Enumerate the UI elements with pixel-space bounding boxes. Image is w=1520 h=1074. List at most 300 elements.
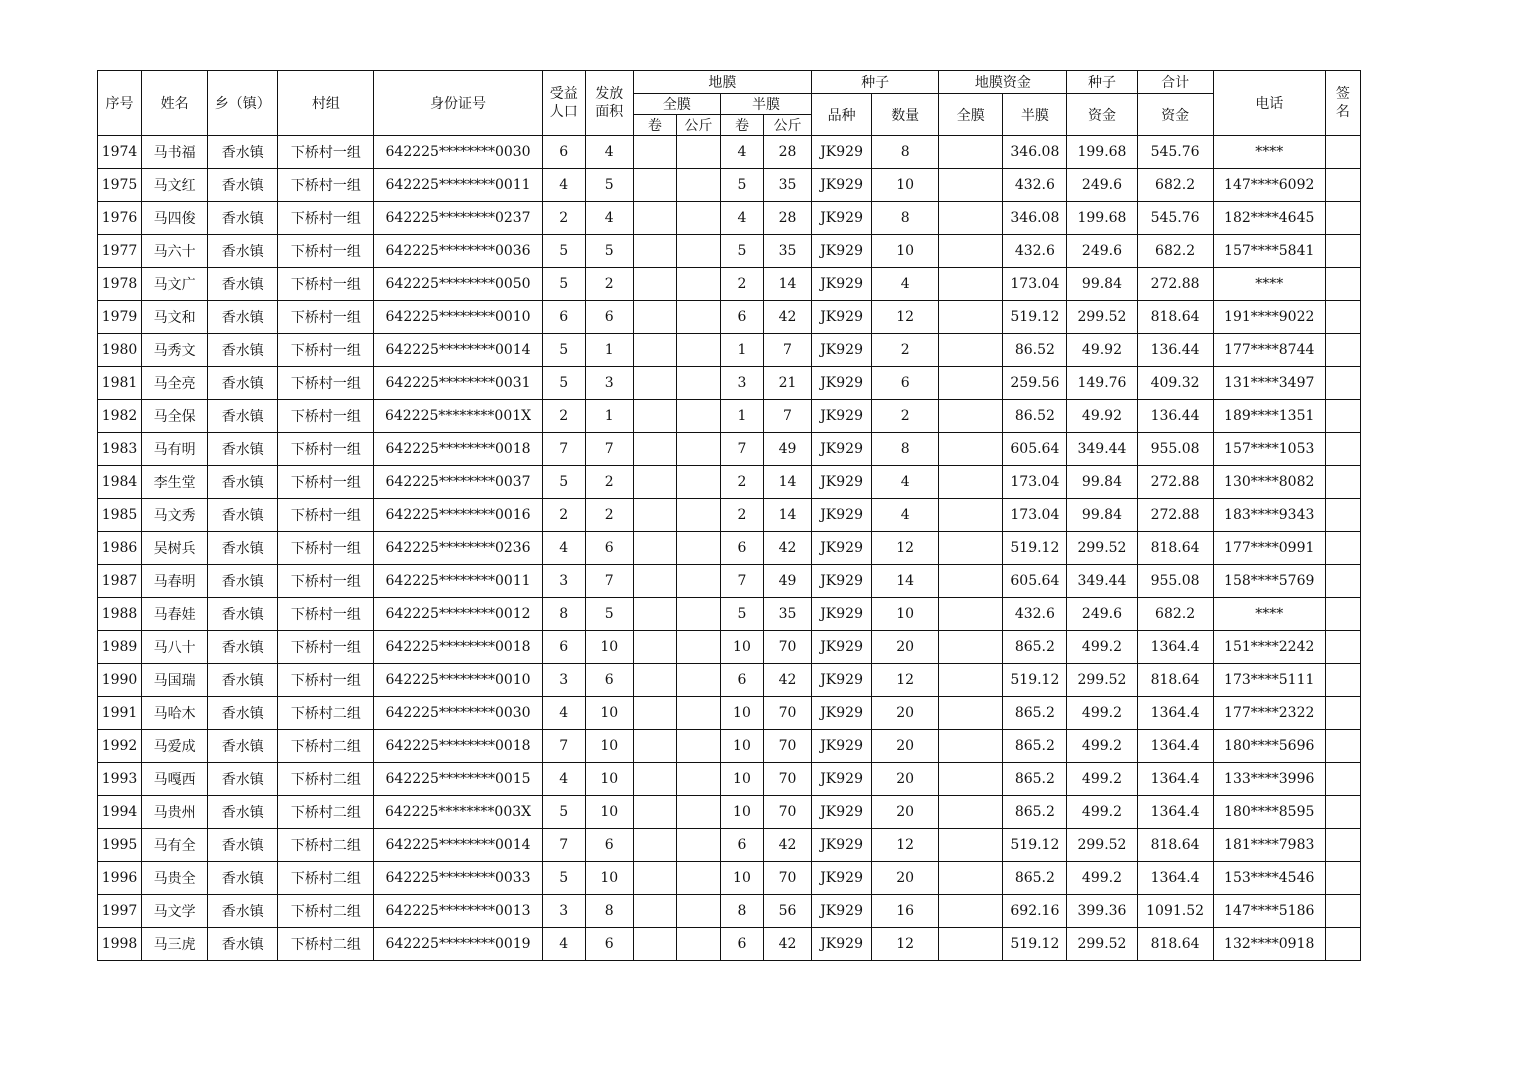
cell-qty: 2 [872,400,939,433]
header-sign-line1: 签 [1335,86,1350,102]
cell-half-roll: 4 [720,202,763,235]
cell-half-roll: 7 [720,433,763,466]
cell-pop: 4 [542,169,585,202]
cell-area: 6 [585,928,633,961]
cell-id: 642225********0014 [374,334,542,367]
cell-half-kg: 70 [763,697,811,730]
cell-variety: JK929 [812,400,872,433]
cell-name: 马有明 [142,433,208,466]
cell-fund-half: 519.12 [1003,928,1067,961]
cell-fund-full [939,169,1003,202]
cell-name: 马文学 [142,895,208,928]
cell-fund-full [939,763,1003,796]
cell-town: 香水镇 [208,466,278,499]
cell-phone: 157****5841 [1213,235,1325,268]
cell-half-roll: 10 [720,730,763,763]
cell-pop: 5 [542,268,585,301]
cell-full-roll [633,631,676,664]
cell-name: 马文和 [142,301,208,334]
cell-variety: JK929 [812,565,872,598]
table-row [98,631,1361,664]
cell-village: 下桥村一组 [278,235,374,268]
header-film: 地膜 [633,71,811,94]
cell-pop: 8 [542,598,585,631]
cell-seq: 1974 [98,136,142,169]
cell-sign [1325,136,1360,169]
cell-half-roll: 2 [720,466,763,499]
cell-variety: JK929 [812,796,872,829]
cell-seq: 1984 [98,466,142,499]
cell-full-roll [633,664,676,697]
cell-qty: 8 [872,136,939,169]
cell-qty: 6 [872,367,939,400]
cell-variety: JK929 [812,598,872,631]
cell-full-roll [633,829,676,862]
cell-id: 642225********0015 [374,763,542,796]
cell-half-kg: 42 [763,829,811,862]
table-body [98,136,1361,961]
cell-full-kg [676,730,720,763]
cell-town: 香水镇 [208,433,278,466]
header-village: 村组 [278,71,374,136]
cell-pop: 7 [542,829,585,862]
cell-pop: 3 [542,565,585,598]
cell-variety: JK929 [812,763,872,796]
cell-full-roll [633,136,676,169]
cell-village: 下桥村二组 [278,796,374,829]
cell-area: 5 [585,235,633,268]
cell-total: 818.64 [1137,664,1213,697]
cell-seed-fund: 499.2 [1067,697,1137,730]
cell-half-kg: 56 [763,895,811,928]
cell-half-roll: 6 [720,301,763,334]
cell-variety: JK929 [812,895,872,928]
cell-seed-fund: 349.44 [1067,433,1137,466]
cell-half-kg: 14 [763,268,811,301]
cell-sign [1325,433,1360,466]
cell-phone: 177****8744 [1213,334,1325,367]
cell-seq: 1998 [98,928,142,961]
cell-area: 6 [585,532,633,565]
cell-phone: 173****5111 [1213,664,1325,697]
cell-phone: 132****0918 [1213,928,1325,961]
table-row [98,334,1361,367]
cell-fund-full [939,928,1003,961]
cell-seq: 1982 [98,400,142,433]
cell-town: 香水镇 [208,598,278,631]
cell-variety: JK929 [812,367,872,400]
cell-seq: 1975 [98,169,142,202]
cell-pop: 6 [542,301,585,334]
cell-area: 2 [585,268,633,301]
table-row [98,532,1361,565]
cell-phone: 131****3497 [1213,367,1325,400]
cell-variety: JK929 [812,268,872,301]
cell-seq: 1997 [98,895,142,928]
header-area [585,71,633,136]
table-row [98,895,1361,928]
cell-full-kg [676,565,720,598]
cell-village: 下桥村一组 [278,499,374,532]
cell-full-roll [633,928,676,961]
cell-phone: 130****8082 [1213,466,1325,499]
cell-seed-fund: 199.68 [1067,202,1137,235]
cell-fund-half: 865.2 [1003,631,1067,664]
cell-area: 10 [585,697,633,730]
cell-qty: 10 [872,169,939,202]
cell-variety: JK929 [812,433,872,466]
cell-village: 下桥村一组 [278,532,374,565]
cell-phone: 189****1351 [1213,400,1325,433]
header-id: 身份证号 [374,71,542,136]
cell-name: 马秀文 [142,334,208,367]
cell-total: 955.08 [1137,433,1213,466]
cell-village: 下桥村一组 [278,433,374,466]
cell-village: 下桥村一组 [278,565,374,598]
cell-phone: **** [1213,598,1325,631]
cell-total: 409.32 [1137,367,1213,400]
cell-half-roll: 6 [720,928,763,961]
table-row [98,202,1361,235]
cell-phone: 133****3996 [1213,763,1325,796]
cell-total: 272.88 [1137,499,1213,532]
cell-seed-fund: 499.2 [1067,631,1137,664]
cell-seed-fund: 249.6 [1067,169,1137,202]
cell-area: 2 [585,466,633,499]
cell-name: 马八十 [142,631,208,664]
table-row [98,796,1361,829]
subsidy-table [97,70,1361,961]
cell-half-roll: 6 [720,532,763,565]
cell-half-kg: 14 [763,466,811,499]
cell-variety: JK929 [812,466,872,499]
cell-town: 香水镇 [208,895,278,928]
table-row [98,235,1361,268]
cell-full-kg [676,136,720,169]
cell-pop: 2 [542,499,585,532]
cell-full-roll [633,202,676,235]
cell-fund-full [939,235,1003,268]
cell-half-roll: 2 [720,499,763,532]
cell-sign [1325,400,1360,433]
cell-name: 李生堂 [142,466,208,499]
cell-half-kg: 49 [763,565,811,598]
header-fund-half: 半膜 [1003,94,1067,136]
cell-qty: 12 [872,829,939,862]
cell-id: 642225********0018 [374,631,542,664]
cell-name: 马贵州 [142,796,208,829]
cell-pop: 4 [542,697,585,730]
cell-phone: **** [1213,136,1325,169]
cell-village: 下桥村二组 [278,862,374,895]
cell-area: 3 [585,367,633,400]
cell-id: 642225********003X [374,796,542,829]
cell-name: 马全亮 [142,367,208,400]
cell-half-roll: 5 [720,598,763,631]
cell-fund-full [939,862,1003,895]
cell-pop: 5 [542,862,585,895]
cell-seed-fund: 149.76 [1067,367,1137,400]
cell-phone: 183****9343 [1213,499,1325,532]
cell-seed-fund: 499.2 [1067,796,1137,829]
header-seq: 序号 [98,71,142,136]
cell-variety: JK929 [812,664,872,697]
cell-fund-full [939,829,1003,862]
table-row [98,763,1361,796]
table-row [98,136,1361,169]
cell-fund-half: 346.08 [1003,202,1067,235]
cell-area: 6 [585,829,633,862]
cell-town: 香水镇 [208,829,278,862]
header-beneficiaries-line1: 受益 [549,86,578,102]
cell-id: 642225********0013 [374,895,542,928]
cell-seq: 1979 [98,301,142,334]
cell-variety: JK929 [812,532,872,565]
cell-half-roll: 10 [720,862,763,895]
header-fund-full: 全膜 [939,94,1003,136]
table-row [98,169,1361,202]
cell-pop: 2 [542,400,585,433]
cell-full-roll [633,367,676,400]
cell-sign [1325,367,1360,400]
cell-town: 香水镇 [208,862,278,895]
cell-full-kg [676,796,720,829]
cell-town: 香水镇 [208,532,278,565]
cell-total: 1364.4 [1137,862,1213,895]
cell-fund-full [939,532,1003,565]
cell-town: 香水镇 [208,499,278,532]
cell-village: 下桥村一组 [278,301,374,334]
cell-village: 下桥村一组 [278,268,374,301]
cell-half-kg: 70 [763,730,811,763]
cell-total: 272.88 [1137,268,1213,301]
cell-fund-full [939,697,1003,730]
cell-seq: 1977 [98,235,142,268]
cell-village: 下桥村一组 [278,334,374,367]
cell-sign [1325,796,1360,829]
cell-sign [1325,763,1360,796]
cell-id: 642225********0033 [374,862,542,895]
cell-half-kg: 7 [763,334,811,367]
cell-name: 马全保 [142,400,208,433]
cell-full-kg [676,301,720,334]
cell-fund-full [939,664,1003,697]
cell-variety: JK929 [812,730,872,763]
cell-fund-half: 86.52 [1003,400,1067,433]
cell-total: 1364.4 [1137,697,1213,730]
table-row [98,730,1361,763]
cell-variety: JK929 [812,169,872,202]
cell-qty: 4 [872,499,939,532]
cell-seq: 1981 [98,367,142,400]
cell-seed-fund: 299.52 [1067,532,1137,565]
header-full-kg: 公斤 [676,115,720,136]
cell-name: 马春明 [142,565,208,598]
cell-area: 7 [585,433,633,466]
cell-half-roll: 2 [720,268,763,301]
cell-sign [1325,928,1360,961]
cell-seq: 1994 [98,796,142,829]
header-seed-fund-top: 种子 [1067,71,1137,94]
cell-qty: 16 [872,895,939,928]
cell-full-roll [633,499,676,532]
cell-full-roll [633,466,676,499]
cell-half-kg: 35 [763,169,811,202]
cell-town: 香水镇 [208,697,278,730]
cell-town: 香水镇 [208,730,278,763]
cell-id: 642225********0236 [374,532,542,565]
cell-variety: JK929 [812,499,872,532]
cell-id: 642225********0011 [374,169,542,202]
cell-total: 1364.4 [1137,796,1213,829]
header-half-kg: 公斤 [763,115,811,136]
cell-sign [1325,334,1360,367]
cell-village: 下桥村一组 [278,664,374,697]
cell-area: 10 [585,730,633,763]
cell-full-roll [633,169,676,202]
cell-half-roll: 5 [720,235,763,268]
cell-town: 香水镇 [208,301,278,334]
cell-seq: 1976 [98,202,142,235]
cell-id: 642225********0037 [374,466,542,499]
cell-seed-fund: 399.36 [1067,895,1137,928]
cell-seed-fund: 99.84 [1067,466,1137,499]
cell-fund-full [939,565,1003,598]
cell-fund-full [939,499,1003,532]
cell-seed-fund: 249.6 [1067,598,1137,631]
header-area-line2: 面积 [595,104,624,120]
cell-area: 10 [585,763,633,796]
cell-half-kg: 42 [763,664,811,697]
cell-variety: JK929 [812,202,872,235]
cell-pop: 5 [542,334,585,367]
table-row [98,598,1361,631]
cell-total: 818.64 [1137,532,1213,565]
cell-area: 1 [585,334,633,367]
header-full-film: 全膜 [633,94,720,115]
cell-area: 2 [585,499,633,532]
cell-half-kg: 28 [763,136,811,169]
cell-seed-fund: 249.6 [1067,235,1137,268]
cell-fund-half: 692.16 [1003,895,1067,928]
cell-seed-fund: 299.52 [1067,829,1137,862]
cell-id: 642225********0010 [374,664,542,697]
cell-full-kg [676,169,720,202]
cell-seq: 1986 [98,532,142,565]
cell-area: 1 [585,400,633,433]
cell-town: 香水镇 [208,664,278,697]
cell-total: 955.08 [1137,565,1213,598]
cell-total: 682.2 [1137,235,1213,268]
cell-seq: 1983 [98,433,142,466]
cell-full-roll [633,433,676,466]
cell-variety: JK929 [812,334,872,367]
cell-qty: 12 [872,664,939,697]
cell-fund-half: 605.64 [1003,565,1067,598]
cell-full-kg [676,664,720,697]
header-total-top: 合计 [1137,71,1213,94]
cell-seed-fund: 99.84 [1067,268,1137,301]
cell-full-roll [633,598,676,631]
cell-fund-half: 605.64 [1003,433,1067,466]
cell-seq: 1991 [98,697,142,730]
cell-seed-fund: 299.52 [1067,301,1137,334]
table-row [98,400,1361,433]
cell-full-kg [676,697,720,730]
cell-half-kg: 49 [763,433,811,466]
cell-pop: 5 [542,796,585,829]
cell-full-roll [633,400,676,433]
cell-total: 818.64 [1137,301,1213,334]
cell-full-kg [676,598,720,631]
cell-full-roll [633,532,676,565]
cell-pop: 6 [542,136,585,169]
cell-name: 马贵全 [142,862,208,895]
cell-fund-full [939,631,1003,664]
cell-name: 马爱成 [142,730,208,763]
cell-name: 马有全 [142,829,208,862]
cell-id: 642225********0237 [374,202,542,235]
cell-pop: 7 [542,730,585,763]
cell-qty: 4 [872,268,939,301]
cell-full-roll [633,301,676,334]
cell-fund-half: 865.2 [1003,697,1067,730]
cell-id: 642225********0019 [374,928,542,961]
cell-area: 4 [585,202,633,235]
cell-village: 下桥村一组 [278,466,374,499]
cell-seq: 1985 [98,499,142,532]
cell-half-roll: 5 [720,169,763,202]
cell-sign [1325,532,1360,565]
cell-phone: **** [1213,268,1325,301]
cell-name: 马文广 [142,268,208,301]
cell-pop: 5 [542,235,585,268]
cell-full-roll [633,565,676,598]
cell-village: 下桥村一组 [278,598,374,631]
cell-half-roll: 10 [720,796,763,829]
cell-fund-half: 432.6 [1003,169,1067,202]
header-sign [1325,71,1360,136]
cell-half-roll: 10 [720,763,763,796]
cell-fund-full [939,400,1003,433]
cell-area: 10 [585,862,633,895]
cell-seq: 1990 [98,664,142,697]
cell-town: 香水镇 [208,268,278,301]
cell-full-roll [633,895,676,928]
cell-full-kg [676,202,720,235]
cell-full-kg [676,367,720,400]
cell-seed-fund: 299.52 [1067,928,1137,961]
cell-name: 马哈木 [142,697,208,730]
cell-half-kg: 7 [763,400,811,433]
cell-half-roll: 7 [720,565,763,598]
cell-fund-half: 865.2 [1003,763,1067,796]
cell-name: 马文秀 [142,499,208,532]
cell-half-kg: 28 [763,202,811,235]
cell-pop: 5 [542,466,585,499]
cell-name: 马四俊 [142,202,208,235]
cell-variety: JK929 [812,301,872,334]
cell-sign [1325,565,1360,598]
cell-sign [1325,301,1360,334]
cell-id: 642225********001X [374,400,542,433]
cell-qty: 10 [872,235,939,268]
header-film-fund: 地膜资金 [939,71,1067,94]
cell-half-roll: 6 [720,829,763,862]
cell-qty: 2 [872,334,939,367]
cell-area: 4 [585,136,633,169]
cell-name: 马国瑞 [142,664,208,697]
